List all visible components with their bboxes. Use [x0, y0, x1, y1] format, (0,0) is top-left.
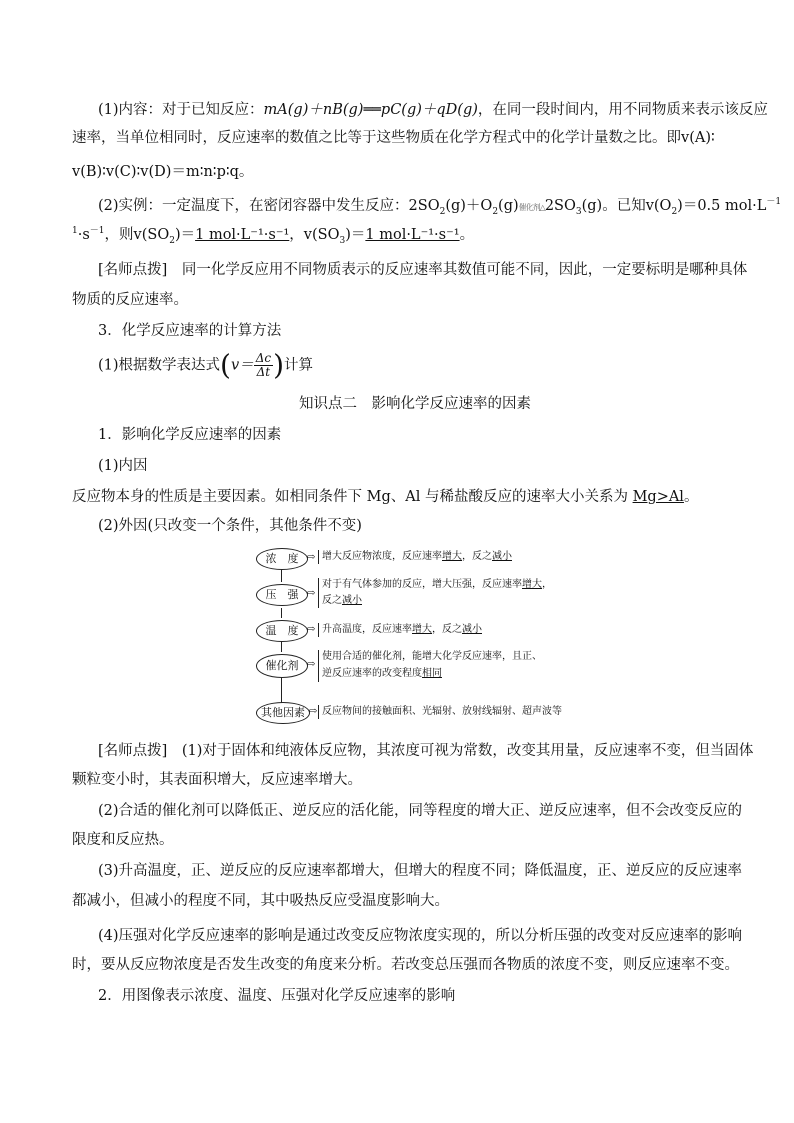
tip2-line-4: 限度和反应热。 [72, 832, 174, 848]
text: (g)。已知v(O [581, 198, 672, 214]
text: 反之 [322, 595, 342, 606]
concentration-node: 浓 度 [256, 548, 308, 570]
text: 。 [459, 227, 475, 243]
connector [281, 608, 282, 618]
content-line-1 [98, 100, 768, 120]
connector [281, 568, 282, 582]
section-2-title: 2．用图像表示浓度、温度、压强对化学反应速率的影响 [98, 988, 456, 1004]
text: )＝0.5 mol·L [677, 198, 767, 214]
tip1-line-2: 物质的反应速率。 [72, 292, 188, 308]
factors-diagram [256, 546, 576, 724]
text: 。 [683, 489, 699, 505]
text: (1)根据数学表达式 [98, 357, 221, 374]
sub: 2 [492, 206, 499, 217]
external-factor-heading: (2)外因(只改变一个条件，其他条件不变) [98, 518, 362, 534]
tip2-line-2: 颗粒变小时，其表面积增大，反应速率增大。 [72, 772, 362, 788]
content-line-2: 速率，当单位相同时，反应速率的数值之比等于这些物质在化学方程式中的化学计量数之比。即v(A)∶ [72, 130, 715, 146]
arrow-icon: ⇨ [307, 624, 316, 635]
content-line-3: v(B)∶v(C)∶v(D)＝m∶n∶p∶q。 [72, 164, 254, 180]
temperature-node: 温 度 [256, 620, 308, 642]
text: (1)内容：对于已知反应： [98, 102, 264, 118]
text: ，则v(SO [104, 227, 170, 243]
equation: mA(g)＋nB(g)══pC(g)＋qD(g) [263, 102, 478, 118]
other-factors-text: 反应物间的接触面积、光辐射、放射线辐射、超声波等 [322, 706, 562, 717]
tip1-line-1: [名师点拨] 同一化学反应用不同物质表示的反应速率其数值可能不同，因此，一定要标明是哪种具体 [98, 262, 748, 278]
arrow-icon: ⇨ [307, 552, 316, 563]
text: ，在同一段时间内，用不同物质来表示该反应 [477, 102, 768, 118]
denominator: Δt [256, 365, 271, 379]
bracket [318, 650, 319, 682]
arrow-icon: ⇨ [307, 659, 316, 670]
pressure-text-1 [322, 578, 552, 592]
example-line-2 [72, 225, 474, 245]
bracket [318, 623, 319, 637]
text: (2)实例：一定温度下，在密闭容器中发生反应：2SO [98, 198, 440, 214]
answer: Mg>Al [632, 489, 684, 505]
text: 2SO [544, 198, 576, 214]
answer: 减小 [492, 551, 512, 562]
arrow-icon: ⇨ [307, 588, 316, 599]
text: )＝ [174, 227, 196, 243]
answer: 增大 [442, 551, 462, 562]
knowledge-point-title: 知识点二 影响化学反应速率的因素 [299, 396, 531, 412]
internal-factor-heading: (1)内因 [98, 458, 148, 474]
section-1-title: 1．影响化学反应速率的因素 [98, 427, 282, 443]
example-line-1 [98, 196, 781, 218]
answer: 减小 [462, 624, 482, 635]
concentration-text [322, 550, 512, 564]
catalyst-text-1: 使用合适的催化剂，能增大化学反应速率，且正、 [322, 651, 542, 662]
answer: 相同 [422, 668, 442, 679]
tip2-line-1: [名师点拨] (1)对于固体和纯液体反应物，其浓度可视为常数，改变其用量，反应速率不变，但当固体 [98, 743, 754, 759]
sub: 3 [339, 235, 346, 246]
sub: 2 [671, 206, 678, 217]
internal-factor-text [72, 487, 698, 507]
text: ，反之 [462, 551, 492, 562]
tip2-line-7: (4)压强对化学反应速率的影响是通过改变反应物浓度实现的，所以分析压强的改变对反应速率的影响 [98, 928, 743, 944]
bracket [318, 578, 319, 608]
fraction [254, 352, 273, 379]
text: (g) [498, 198, 519, 214]
sub: 2 [439, 206, 446, 217]
left-paren: ( [220, 348, 231, 382]
sub: 3 [575, 206, 582, 217]
pressure-node: 压 强 [256, 584, 308, 606]
answer: 增大 [412, 624, 432, 635]
text: ，v(SO [289, 227, 340, 243]
right-paren: ) [273, 348, 285, 382]
tip2-line-5: (3)升高温度，正、逆反应的反应速率都增大，但增大的程度不同；降低温度，正、逆反应的反应速率 [98, 863, 743, 879]
tip2-line-6: 都减小，但减小的程度不同，其中吸热反应受温度影响大。 [72, 893, 449, 909]
tip2-line-3: (2)合适的催化剂可以降低正、逆反应的活化能，同等程度的增大正、逆反应速率，但不会改变反应的 [98, 803, 743, 819]
text: 计算 [284, 357, 314, 374]
sup: －1 [89, 226, 105, 237]
answer-2: 1 mol·L⁻¹·s⁻¹ [365, 227, 460, 243]
catalyst-node: 催化剂 [256, 654, 308, 678]
text: ·s [77, 227, 90, 243]
text: ，反之 [432, 624, 462, 635]
answer: 减小 [342, 595, 362, 606]
pressure-text-2 [322, 594, 362, 608]
text: 对于有气体参加的反应，增大压强，反应速率 [322, 579, 522, 590]
text: 升高温度，反应速率 [322, 624, 412, 635]
sup: 1 [72, 226, 78, 237]
catalyst-text-2 [322, 667, 442, 681]
numerator: Δc [255, 351, 272, 365]
text: )＝ [345, 227, 366, 243]
temperature-text [322, 623, 482, 637]
other-factors-node: 其他因素 [256, 702, 310, 724]
bracket [318, 550, 319, 564]
bracket [318, 705, 319, 719]
tip2-line-8: 时，要从反应物浓度是否发生改变的角度来分析。若改变总压强而各物质的浓度不变，则反应速率不变。 [72, 957, 739, 973]
section-3-title: 3．化学反应速率的计算方法 [98, 323, 282, 339]
sub: 2 [169, 235, 175, 246]
v-symbol: v＝ [230, 357, 254, 374]
answer-1: 1 mol·L⁻¹·s⁻¹ [195, 227, 290, 243]
text: 逆反应速率的改变程度 [322, 668, 422, 679]
sup: －1 [766, 197, 782, 208]
text: 反应物本身的性质是主要因素。如相同条件下 Mg、Al 与稀盐酸反应的速率大小关系为 [72, 489, 633, 505]
answer: 增大 [522, 579, 542, 590]
formula-line [98, 348, 314, 382]
arrow-icon: ⇨ [309, 706, 318, 717]
reaction-arrow: 催化剂△ [518, 203, 545, 212]
text: ， [542, 579, 552, 590]
text: (g)＋O [445, 198, 493, 214]
text: 增大反应物浓度，反应速率 [322, 551, 442, 562]
